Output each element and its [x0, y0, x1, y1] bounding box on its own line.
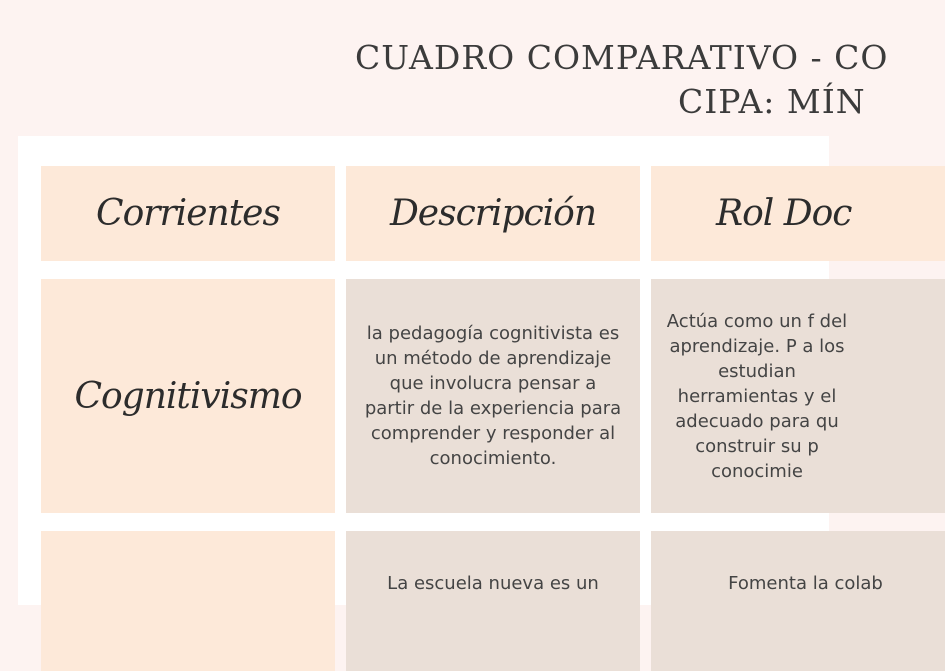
header-rol-label: Rol Doc	[716, 193, 852, 234]
title-line-1: CUADRO COMPARATIVO - CO	[355, 38, 889, 77]
header-corrientes	[41, 166, 335, 261]
corriente-cognitivismo: Cognitivismo	[74, 375, 302, 417]
row-2-descripcion	[346, 531, 640, 671]
document-title	[0, 0, 889, 130]
row-cognitivismo-rol	[651, 279, 945, 513]
rol-text: Actúa como un f del aprendizaje. P a los estudian herramientas y el adecuado para qu construir su p conocimie	[666, 310, 848, 482]
rol-text-row-2: Fomenta la colab	[728, 573, 883, 594]
header-corrientes-label: Corrientes	[96, 193, 280, 234]
header-rol-docente	[651, 166, 945, 261]
row-2-rol	[651, 531, 945, 671]
row-cognitivismo-descripcion	[346, 279, 640, 513]
header-descripcion	[346, 166, 640, 261]
title-line-2: CIPA: MÍN	[678, 82, 866, 121]
descripcion-text-row-2: La escuela nueva es un	[387, 573, 599, 594]
header-descripcion-label: Descripción	[389, 193, 597, 234]
comparison-table	[18, 136, 883, 605]
descripcion-text: la pedagogía cognitivista es un método de aprendizaje que involucra pensar a partir de la experiencia para comprender y responder al conocimiento.	[364, 323, 622, 469]
row-2-name	[41, 531, 335, 671]
row-cognitivismo-name	[41, 279, 335, 513]
